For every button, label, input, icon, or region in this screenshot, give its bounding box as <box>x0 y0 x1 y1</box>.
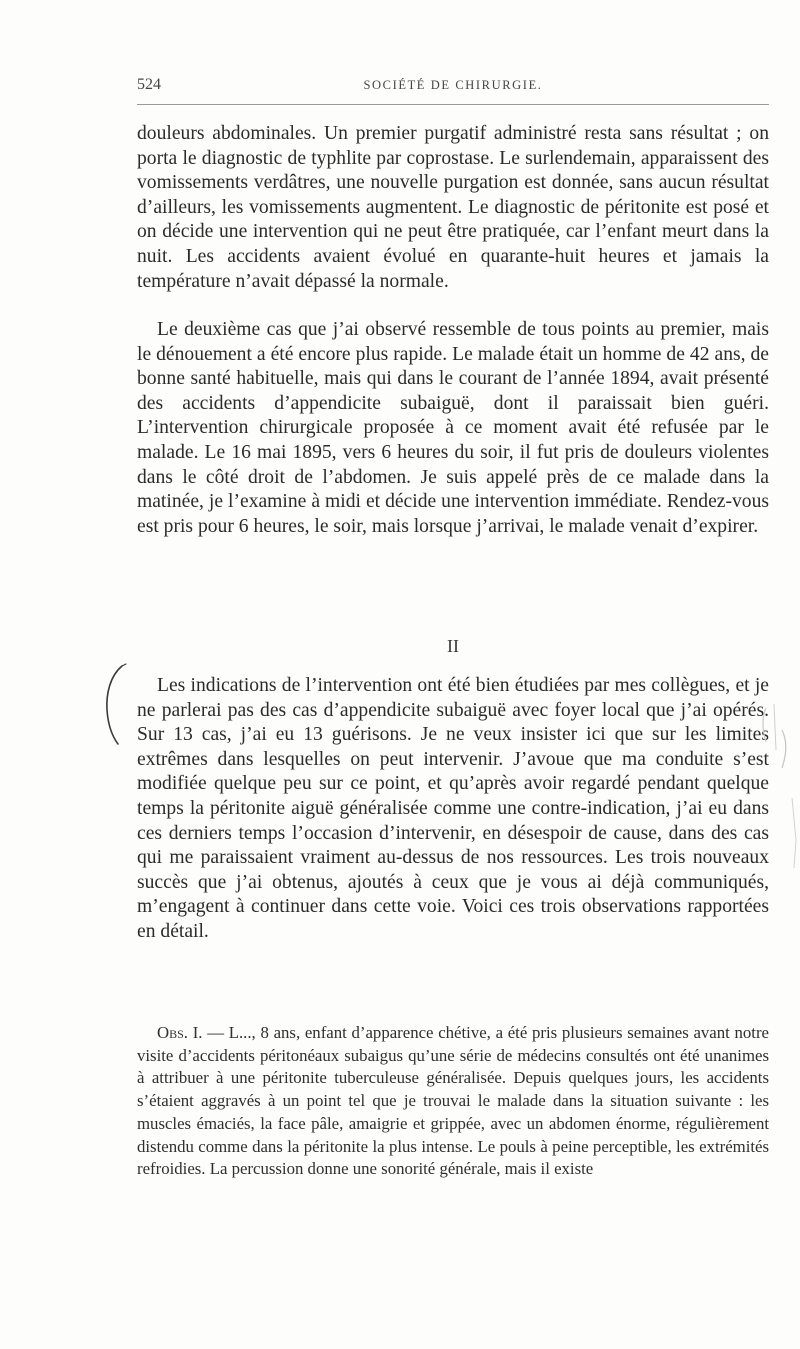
running-title: SOCIÉTÉ DE CHIRURGIE. <box>363 78 543 92</box>
paragraph-text: Les indications de l’intervention ont été bien étudiées par mes collègues, et je ne parlerai pas des cas d’appendicite subaiguë avec foyer local que j’ai opérés. Sur 13 cas, j’ai eu 13 guérisons. Je ne veux insister ici que sur les limites extrêmes dans lesquelles on peut intervenir. J’avoue que ma conduite s’est modifiée quelque peu sur ce point, et qu’après avoir regardé pendant quelque temps la péritonite aiguë généralisée comme une contre-indication, j’ai eu dans ces derniers temps l’occasion d’intervenir, en désespoir de cause, dans des cas qui me paraissaient vraiment au-dessus de nos ressources. Les trois nouveaux succès que j’ai obtenus, ajoutés à ceux que je vous ai déjà communiqués, m’engagent à continuer dans cette voie. Voici ces trois observations rapportées en détail. <box>137 675 769 942</box>
page-number: 524 <box>137 76 161 93</box>
observation-paragraph <box>137 1022 769 1181</box>
body-paragraph-continuation <box>137 122 769 294</box>
page-header <box>137 76 769 98</box>
section-heading: II <box>447 636 459 656</box>
body-paragraph-indications <box>137 674 769 945</box>
observation-label: Obs. I. <box>157 1023 203 1042</box>
paragraph-text: Le deuxième cas que j’ai observé ressemble de tous points au premier, mais le dénouement a été encore plus rapide. Le malade était un homme de 42 ans, de bonne santé habituelle, mais qui dans le courant de l’année 1894, avait présenté des accidents d’appendicite subaiguë, dont il paraissait bien guéri. L’intervention chirurgicale proposée à ce moment avait été refusée par le malade. Le 16 mai 1895, vers 6 heures du soir, il fut pris de douleurs violentes dans le côté droit de l’abdomen. Je suis appelé près de ce malade dans la matinée, je l’examine à midi et décide une intervention immédiate. Rendez-vous est pris pour 6 heures, le soir, mais lorsque j’arrivai, le malade venait d’expirer. <box>137 319 769 537</box>
observation-body: — L..., 8 ans, enfant d’apparence chétive, a été pris plusieurs semaines avant notre visite d’accidents péritonéaux subaigus qu’une série de médecins consultés ont été unanimes à attribuer à une péritonite tuberculeuse généralisée. Depuis quelques jours, les accidents s’étaient aggravés à un point tel que je trouvai le malade dans la situation suivante : les muscles émaciés, la face pâle, amaigrie et grippée, avec un abdomen énorme, régulièrement distendu comme dans la péritonite la plus intense. Le pouls à peine perceptible, les extrémités refroidies. La percussion donne une sonorité générale, mais il existe <box>137 1023 769 1179</box>
header-rule <box>137 104 769 105</box>
margin-show-through-mark <box>752 690 798 880</box>
observation-text <box>137 1022 769 1181</box>
body-paragraph-second-case <box>137 318 769 539</box>
paragraph-text: douleurs abdominales. Un premier purgatif administré resta sans résultat ; on porta le diagnostic de typhlite par coprostase. Le surlendemain, apparaissent des vomissements verdâtres, une nouvelle purgation est donnée, sans aucun résultat d’ailleurs, les vomissements augmentent. Le diagnostic de péritonite est posé et on décide une intervention qui ne peut être pratiquée, car l’enfant meurt dans la nuit. Les accidents avaient évolué en quarante-huit heures et jamais la température n’avait dépassé la normale. <box>137 123 769 292</box>
handwritten-bracket-mark <box>104 664 128 746</box>
